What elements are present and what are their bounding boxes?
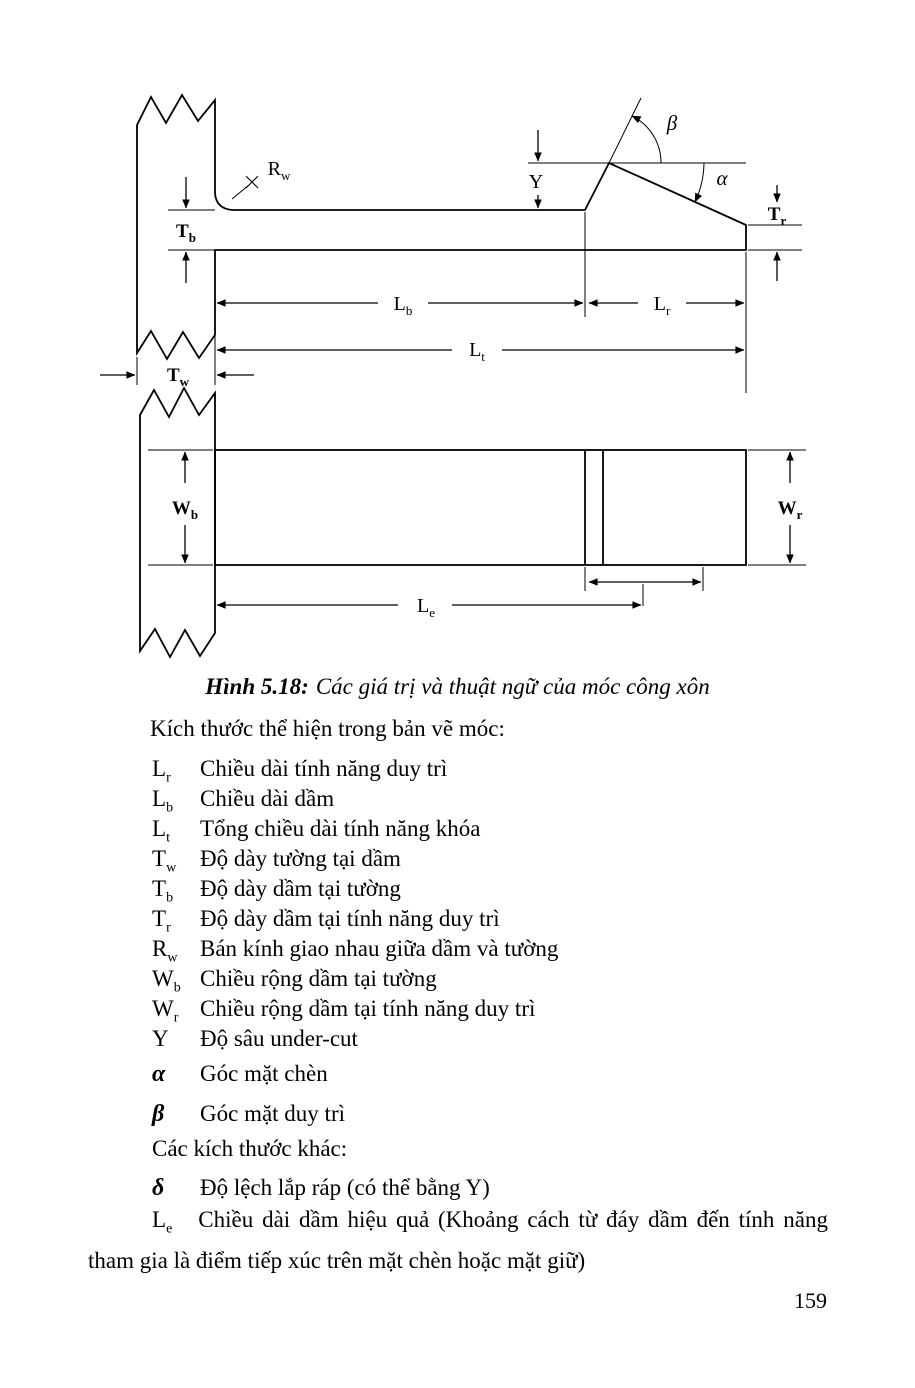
definition-text: Độ dày tường tại dầm <box>200 846 401 871</box>
wb-label: $W_b$ <box>171 498 199 522</box>
lt-label: $L_t$ <box>469 339 485 364</box>
symbol: $W_b$ <box>152 966 181 996</box>
top-view <box>140 388 806 657</box>
page-number: 159 <box>794 1288 827 1313</box>
definition-text: Tổng chiều dài tính năng khóa <box>200 816 481 841</box>
beta-construction-line <box>609 98 641 163</box>
figure-caption <box>0 674 915 700</box>
lr-label: $L_r$ <box>653 293 671 318</box>
contact-span-dimension <box>585 567 703 606</box>
definition-row-wb <box>152 964 852 994</box>
wall-top-view-outline <box>140 388 215 657</box>
side-view <box>100 95 802 393</box>
symbol: $T_w$ <box>152 846 177 876</box>
symbol: $L_b$ <box>152 786 174 816</box>
definition-text: Độ lệch lắp ráp (có thể bằng Y) <box>200 1175 490 1200</box>
definition-text: Chiều dài tính năng duy trì <box>200 756 448 781</box>
tb-label: $T_b$ <box>176 221 196 245</box>
beam-top-view <box>215 450 746 565</box>
definition-row-y <box>152 1024 852 1054</box>
rw-leader <box>232 176 258 199</box>
definition-row-lr <box>152 754 852 784</box>
definition-row-lt <box>152 814 852 844</box>
le-label: $L_e$ <box>417 595 435 620</box>
figure-caption-text: Các giá trị và thuật ngữ của móc công xôn <box>315 674 710 699</box>
definition-text: Chiều dài dầm <box>200 786 335 811</box>
tr-label: $T_r$ <box>767 204 787 228</box>
definition-row-tr <box>152 904 852 934</box>
cantilever-hook-diagram <box>0 85 915 660</box>
beta-label: β <box>666 111 678 135</box>
rw-label: $R_w$ <box>267 158 291 183</box>
symbol: $T_b$ <box>152 876 174 906</box>
definition-text: Bán kính giao nhau giữa dầm và tường <box>200 936 559 961</box>
tw-label: $T_w$ <box>166 365 190 389</box>
symbol: $R_w$ <box>152 936 178 966</box>
symbol: $T_r$ <box>152 906 171 936</box>
symbol: Y <box>152 1026 169 1051</box>
definition-text: Góc mặt duy trì <box>200 1101 345 1126</box>
beta-angle-arc <box>632 116 661 163</box>
symbol-le: $L_e$ <box>152 1207 173 1237</box>
definition-row-wr <box>152 994 852 1024</box>
definition-row-delta <box>152 1172 852 1204</box>
definitions-list <box>88 754 852 1276</box>
alpha-angle-arc <box>695 163 704 202</box>
symbol: $L_t$ <box>152 816 170 846</box>
other-dimensions-heading: Các kích thước khác: <box>152 1136 348 1161</box>
definition-text: Độ dày dầm tại tường <box>200 876 401 901</box>
symbol-beta: β <box>152 1101 165 1127</box>
definition-row-beta <box>152 1094 852 1134</box>
definition-row-le <box>88 1204 828 1276</box>
figure-caption-label: Hình 5.18: <box>205 674 309 699</box>
wr-label: $W_r$ <box>777 498 803 522</box>
lb-label: $L_b$ <box>393 293 413 318</box>
intro-text: Kích thước thể hiện trong bản vẽ móc: <box>150 716 505 741</box>
definition-row-tw <box>152 844 852 874</box>
alpha-label: α <box>716 166 728 190</box>
tr-dimension <box>748 185 802 281</box>
definition-text: Chiều dài dầm hiệu quả (Khoảng cách từ đáy dầm đến tính năng tham gia là điểm tiếp xúc trên mặt chèn hoặc mặt giữ) <box>88 1207 828 1273</box>
symbol-delta: δ <box>152 1175 165 1201</box>
definition-text: Góc mặt chèn <box>200 1061 328 1086</box>
definition-text: Độ dày dầm tại tính năng duy trì <box>200 906 500 931</box>
definition-text: Chiều rộng dầm tại tính năng duy trì <box>200 996 536 1021</box>
definition-row-alpha <box>152 1054 852 1094</box>
definition-text: Chiều rộng dầm tại tường <box>200 966 437 991</box>
symbol-alpha: α <box>152 1061 166 1087</box>
wall-and-beam-outline <box>137 95 746 359</box>
definition-row-rw <box>152 934 852 964</box>
definition-text: Độ sâu under-cut <box>200 1026 358 1051</box>
definition-row-lb <box>152 784 852 814</box>
symbol: $W_r$ <box>152 996 179 1026</box>
definition-row-tb <box>152 874 852 904</box>
y-label: Y <box>528 171 544 193</box>
symbol: $L_r$ <box>152 756 171 786</box>
